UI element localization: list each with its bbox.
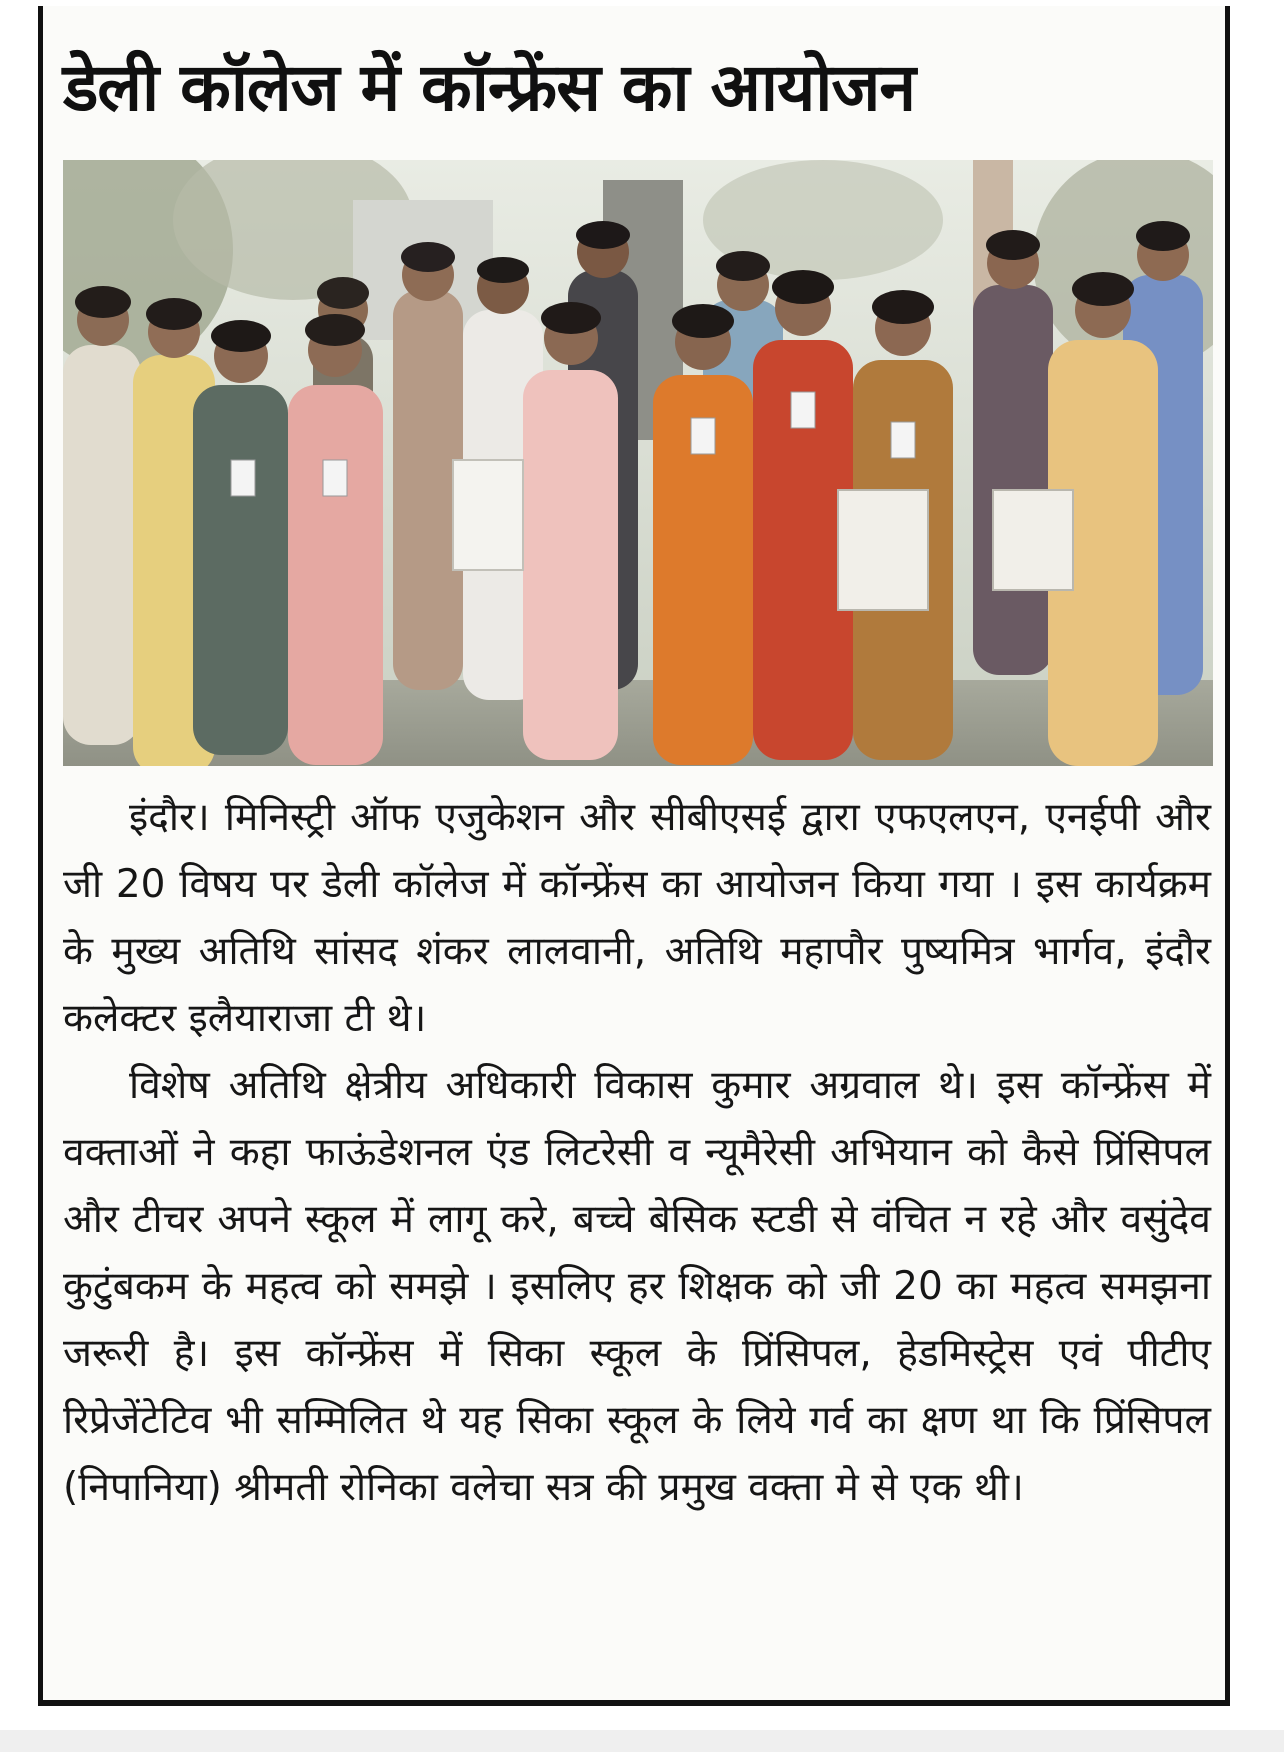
- person-figure: [973, 230, 1053, 675]
- group-photo: [63, 160, 1213, 766]
- screen-bottom-edge: [0, 1730, 1284, 1752]
- person-figure: [63, 286, 141, 745]
- newspaper-clipping: [38, 6, 1230, 1706]
- article-paragraph: विशेष अतिथि क्षेत्रीय अधिकारी विकास कुमार अग्रवाल थे। इस कॉन्फ्रेंस में वक्ताओं ने कहा फाऊंडेशनल एंड लिटरेसी व न्यूमैरेसी अभियान को कैसे प्रिंसिपल और टीचर अपने स्कूल में लागू करे, बच्चे बेसिक स्टडी से वंचित न रहे और वसुंदेव कुटुंबकम के महत्व को समझे । इसलिए हर शिक्षक को जी 20 का महत्व समझना जरूरी है। इस कॉन्फ्रेंस में सिका स्कूल के प्रिंसिपल, हेडमिस्ट्रेस एवं पीटीए रिप्रेजेंटेटिव भी सम्मिलित थे यह सिका स्कूल के लिये गर्व का क्षण था कि प्रिंसिपल (निपानिया) श्रीमती रोनिका वलेचा सत्र की प्रमुख वक्ता मे से एक थी।: [63, 1063, 1211, 1510]
- article-body: [63, 784, 1211, 1521]
- headline: डेली कॉलेज में कॉन्फ्रेंस का आयोजन: [63, 49, 915, 126]
- group-photo-illustration: [63, 160, 1213, 766]
- article-paragraph: इंदौर। मिनिस्ट्री ऑफ एजुकेशन और सीबीएसई द्वारा एफएलएन, एनईपी और जी 20 विषय पर डेली कॉलेज में कॉन्फ्रेंस का आयोजन किया गया । इस कार्यक्रम के मुख्य अतिथि सांसद शंकर लालवानी, अतिथि महापौर पुष्यमित्र भार्गव, इंदौर कलेक्टर इलैयाराजा टी थे।: [63, 795, 1211, 1041]
